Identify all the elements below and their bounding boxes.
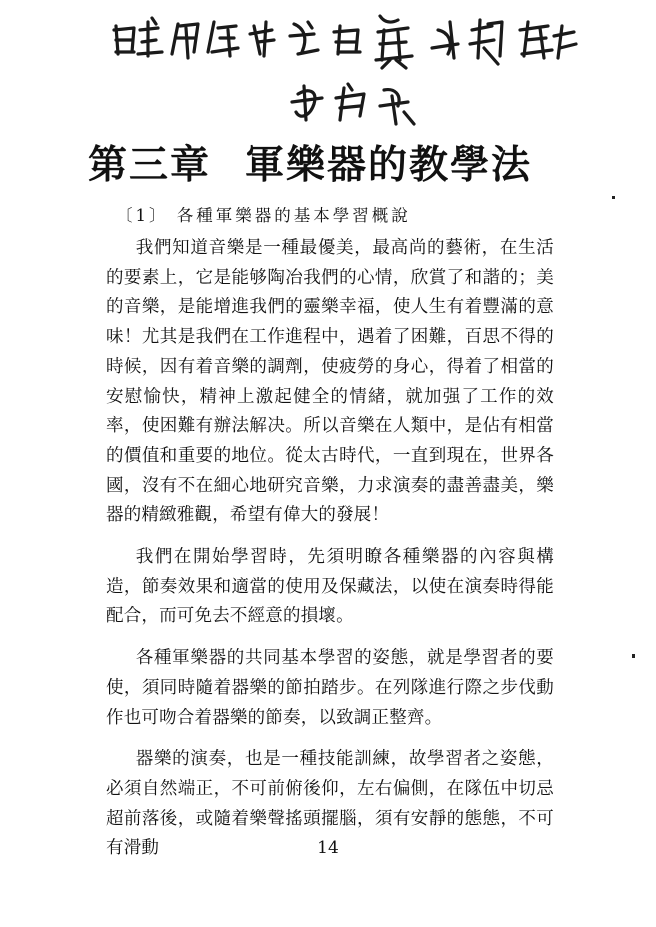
scan-speck (612, 196, 615, 199)
page-number: 14 (317, 838, 339, 858)
handwritten-inscription (108, 8, 578, 128)
chapter-title (88, 140, 568, 190)
body-text (106, 234, 554, 876)
paragraph-2: 我們在開始學習時，先須明瞭各種樂器的內容與構造，節奏效果和適當的使用及保藏法，以使在演奏時得能配合，而可免去不經意的損壞。 (106, 547, 554, 627)
paragraph-1: 我們知道音樂是一種最優美，最高尚的藝術，在生活的要素上，它是能够陶冶我們的心情，欣賞了和諧的；美的音樂，是能增進我們的靈樂幸福，使人生有着豐滿的意味！尤其是我們在工作進程中，遇着了困難，百思不得的時候，因有着音樂的調劑，使疲勞的身心，得着了相當的安慰愉快，精神上激起健全的情緒，就加强了工作的效率，使困難有辦法解决。所以音樂在人類中，是佔有相當的價值和重要的地位。從太古時代，一直到現在，世界各國，沒有不在細心地研究音樂，力求演奏的盡善盡美，樂器的精緻雅觀，希望有偉大的發展！ (106, 238, 554, 526)
paragraph-4: 器樂的演奏，也是一種技能訓練，故學習者之姿態，必須自然端正，不可前俯後仰，左右偏側，在隊伍中切忌超前落後，或隨着樂聲搖頭擺腦，須有安靜的態態，不可有滑動 (106, 749, 554, 859)
paragraph-3: 各種軍樂器的共同基本學習的姿態，就是學習者的要使，須同時隨着器樂的節拍踏步。在列隊進行際之步伐動作也可吻合着器樂的節奏，以致調正整齊。 (106, 648, 554, 728)
chapter-name: 軍樂器的教學法 (245, 142, 533, 188)
scan-speck (632, 654, 635, 658)
chapter-number: 第三章 (88, 142, 212, 188)
section-heading: 〔1〕 各種軍樂器的基本學習概說 (116, 206, 411, 225)
